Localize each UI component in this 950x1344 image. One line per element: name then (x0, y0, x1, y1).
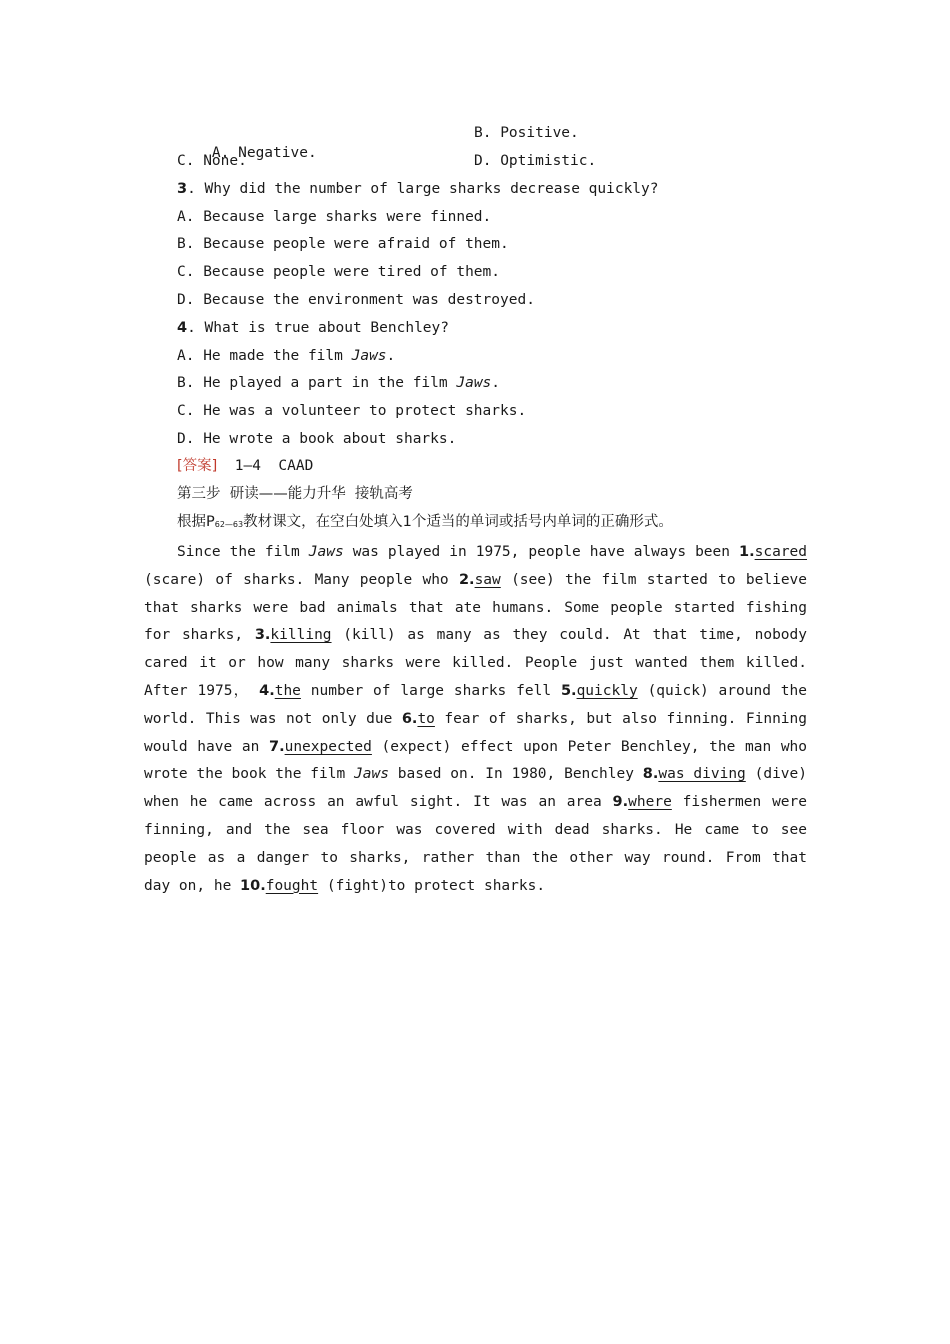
q3-option-d: D. Because the environment was destroyed. (177, 292, 535, 308)
passage-text: fear of sharks, but also finning. Finning would have an (144, 710, 807, 755)
blank-answer: quickly (576, 682, 638, 699)
cloze-passage (144, 539, 807, 900)
answer-text: 1—4 CAAD (217, 458, 314, 474)
blank-answer: where (628, 794, 672, 811)
blank-answer: saw (474, 571, 501, 588)
answer-line (177, 456, 313, 476)
question-4-text: . What is true about Benchley? (187, 320, 449, 336)
instr-text-post: 教材课文，在空白处填入1个适当的单词或括号内单词的正确形式。 (243, 514, 673, 530)
page-range: 62—63 (214, 520, 244, 529)
passage-text: Since the film (177, 544, 309, 560)
q2-option-c: C. None. (177, 153, 247, 169)
q4-option-b-text: B. He played a part in the film (177, 375, 457, 391)
blank-answer: was diving (658, 766, 746, 783)
question-3-text: . Why did the number of large sharks decrease quickly? (187, 181, 659, 197)
blank-number: 7. (268, 738, 285, 755)
blank-number: 9. (612, 794, 629, 811)
q4-option-b (177, 373, 500, 393)
passage-text: (quick) around the world. This was not only due (144, 682, 807, 727)
q3-option-c: C. Because people were tired of them. (177, 264, 501, 280)
question-4 (177, 318, 449, 338)
q4-option-b-end: . (491, 375, 501, 391)
question-3-number: 3 (177, 181, 188, 197)
blank-number: 6. (401, 710, 418, 727)
blank-number: 5. (560, 682, 577, 699)
passage-text: (fight)to protect sharks. (318, 877, 546, 894)
q4-option-d: D. He wrote a book about sharks. (177, 431, 457, 447)
blank-answer: fought (265, 877, 319, 894)
blank-answer: unexpected (284, 738, 372, 755)
q4-option-c: C. He was a volunteer to protect sharks. (177, 403, 527, 419)
question-3 (177, 179, 659, 199)
q4-option-a (177, 346, 395, 366)
answer-tag: [答案] (177, 458, 218, 474)
q2-option-b: B. Positive. (474, 125, 579, 141)
blank-number: 8. (642, 766, 659, 783)
blank-answer: killing (270, 627, 332, 644)
passage-text: was played in 1975, people have always been (343, 544, 740, 560)
blank-answer: scared (754, 544, 808, 560)
blank-number: 2. (458, 571, 475, 588)
q2-option-a: A. Negative. (211, 145, 317, 161)
passage-text: fishermen were finning, and the sea floor was covered with dead sharks. He came to see people as a danger to sharks, rather than the other way round. From that day on, he (144, 794, 807, 894)
film-title: Jaws (456, 375, 492, 391)
step3-instructions (177, 512, 673, 535)
q4-option-a-text: A. He made the film (177, 348, 352, 364)
q3-option-a: A. Because large sharks were finned. (177, 209, 492, 225)
blank-number: 1. (739, 544, 755, 560)
q2-option-d: D. Optimistic. (474, 153, 597, 169)
instr-text-pre: 根据P (177, 514, 215, 530)
passage-text: number of large sharks fell (300, 682, 561, 699)
q3-option-b: B. Because people were afraid of them. (177, 236, 509, 252)
film-title: Jaws (308, 544, 344, 560)
step3-title: 第三步 研读——能力升华 接轨高考 (177, 486, 413, 502)
passage-text: (see) the film started to believe that sharks were bad animals that ate humans. Some people started fishing for sharks, (144, 571, 808, 644)
passage-text: based on. In 1980, Benchley (388, 766, 643, 783)
film-title: Jaws (351, 348, 387, 364)
film-title: Jaws (354, 766, 389, 783)
blank-number: 3. (254, 627, 271, 644)
blank-answer: the (274, 682, 301, 699)
blank-number: 10. (240, 877, 266, 894)
q4-option-a-end: . (386, 348, 396, 364)
blank-number: 4. (259, 682, 275, 699)
blank-answer: to (417, 710, 435, 727)
passage-text: (dive) when he came across an awful sight. It was an area (144, 766, 807, 811)
question-4-number: 4 (177, 320, 188, 336)
passage-text: (scare) of sharks. Many people who (144, 571, 459, 588)
passage-text: (expect) effect upon Peter Benchley, the man who wrote the book the film (144, 738, 808, 783)
passage-text: (kill) as many as they could. At that time, nobody cared it or how many sharks were killed. People just wanted them killed. After 1975， (144, 627, 807, 699)
